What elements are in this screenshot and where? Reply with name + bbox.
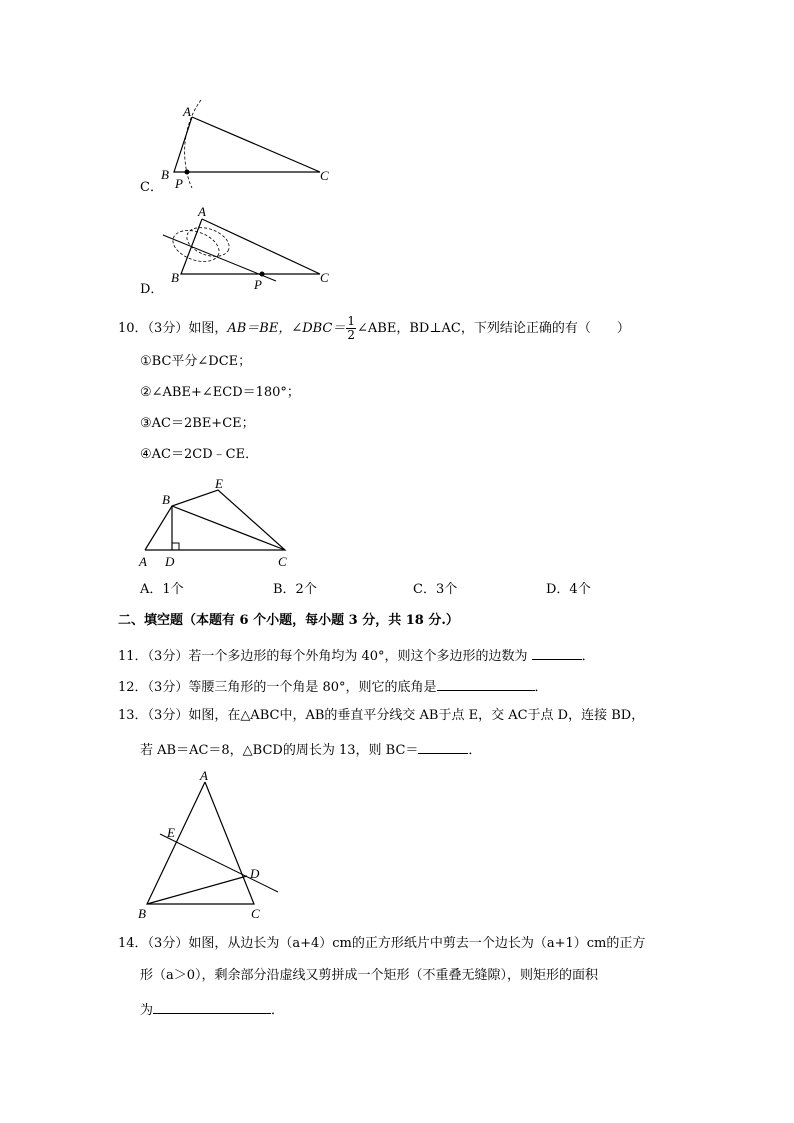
- q11-text: 11．（3分）若一个多边形的每个外角均为 40°，则这个多边形的边数为: [118, 649, 532, 664]
- option-c-label: C．: [140, 180, 163, 195]
- option-a: A．1个: [140, 582, 184, 597]
- q10-prefix: 10．（3分）如图，: [118, 321, 228, 336]
- label-b: B: [162, 492, 170, 507]
- point-p: [260, 272, 265, 277]
- question-13-line-2: [140, 741, 481, 757]
- question-14-line-2: 形（a＞0），剩余部分沿虚线又剪拼成一个矩形（不重叠无缝隙），则矩形的面积: [140, 968, 599, 983]
- option-d-label: D．: [140, 282, 164, 297]
- label-c: C: [320, 168, 329, 183]
- q13-text: 若 AB＝AC＝8，△BCD的周长为 13，则 BC＝: [140, 743, 419, 758]
- label-c: C: [278, 554, 287, 569]
- statement-2: ②∠ABE+∠ECD＝180°；: [140, 385, 300, 400]
- label-a: A: [183, 104, 191, 119]
- question-10-figure: [135, 476, 315, 571]
- label-a: A: [200, 768, 208, 783]
- question-11: [118, 647, 595, 663]
- fraction-numerator: 1: [347, 314, 356, 329]
- q13-end: ．: [468, 743, 482, 758]
- triangle-abc: [174, 117, 320, 172]
- fraction-denominator: 2: [347, 328, 356, 342]
- answer-blank[interactable]: [532, 647, 582, 660]
- statement-1: ①BC平分∠DCE；: [140, 354, 252, 369]
- option-d-figure: [160, 200, 360, 290]
- q14-text: 为: [140, 1003, 154, 1018]
- q10-condition-1: AB＝BE，∠DBC＝: [227, 321, 346, 336]
- label-b: B: [161, 167, 169, 182]
- question-14-line-3: [140, 1001, 284, 1017]
- q12-end: ．: [534, 680, 548, 695]
- triangle-abc: [147, 782, 254, 904]
- right-angle-mark: [172, 543, 179, 550]
- option-c-figure: [155, 98, 355, 191]
- label-p: P: [175, 176, 183, 191]
- label-c: C: [251, 906, 260, 921]
- label-c: C: [320, 270, 329, 285]
- q12-text: 12．（3分）等腰三角形的一个角是 80°，则它的底角是: [118, 680, 437, 695]
- section-heading: 二、填空题（本题有 6 个小题，每小题 3 分，共 18 分.）: [118, 613, 459, 628]
- label-d: D: [165, 554, 175, 569]
- option-d: D．4个: [546, 582, 591, 597]
- label-a: A: [198, 204, 206, 219]
- q14-end: ．: [271, 1003, 285, 1018]
- answer-blank[interactable]: [437, 678, 535, 691]
- question-14-line-1: 14．（3分）如图，从边长为（a+4）cm的正方形纸片中剪去一个边长为（a+1）cm的正方: [118, 936, 646, 951]
- statement-4: ④AC＝2CD﹣CE．: [140, 447, 259, 462]
- label-a: A: [139, 554, 147, 569]
- label-e: E: [167, 825, 175, 840]
- arc-construction-right: [183, 222, 233, 261]
- triangle-abc: [181, 219, 320, 274]
- question-13-figure: [130, 768, 290, 923]
- q11-end: ．: [581, 649, 595, 664]
- label-d: D: [250, 866, 260, 881]
- label-p: P: [254, 277, 262, 292]
- segment-bd: [147, 876, 247, 904]
- label-e: E: [215, 476, 223, 491]
- label-b: B: [138, 906, 146, 921]
- answer-blank[interactable]: [418, 741, 468, 754]
- segment-bc: [172, 506, 285, 550]
- answer-blank[interactable]: [153, 1001, 271, 1014]
- option-c: C．3个: [413, 582, 458, 597]
- point-p: [185, 170, 190, 175]
- q10-condition-2: ∠ABE，BD⊥AC，下列结论正确的有（ ）: [357, 321, 630, 336]
- question-10-stem: [118, 315, 630, 343]
- question-13-line-1: 13．（3分）如图，在△ABC中，AB的垂直平分线交 AB于点 E，交 AC于点 D，连接 BD，: [118, 708, 645, 723]
- statement-3: ③AC＝2BE+CE；: [140, 416, 255, 431]
- label-b: B: [171, 270, 179, 285]
- option-b: B．2个: [273, 582, 317, 597]
- fraction-one-half: [346, 315, 356, 341]
- question-12: [118, 678, 548, 694]
